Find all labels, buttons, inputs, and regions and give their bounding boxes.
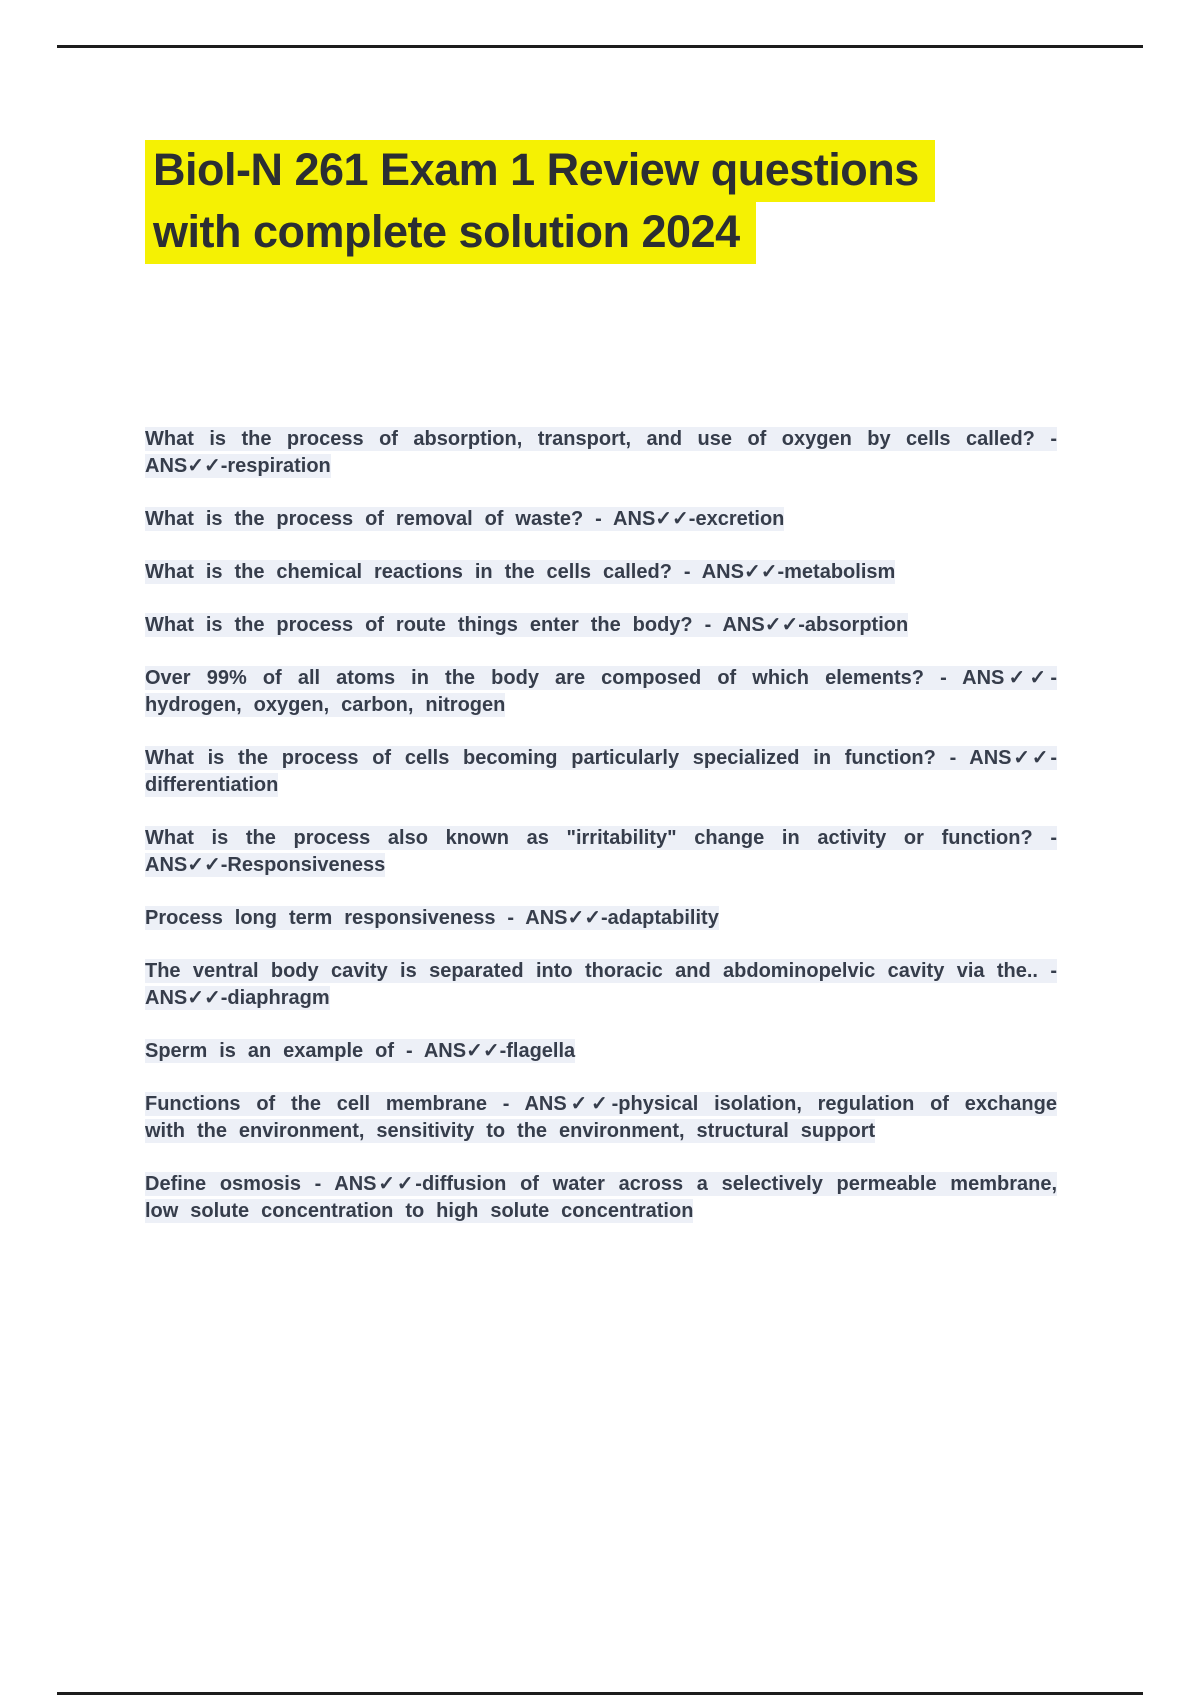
bottom-rule-divider bbox=[57, 1692, 1143, 1695]
page-title bbox=[145, 140, 1057, 264]
page-content bbox=[145, 140, 1057, 1251]
qa-item-text: The ventral body cavity is separated into thoracic and abdominopelvic cavity via the.. - ANS✓✓-diaphragm bbox=[145, 960, 1057, 1009]
qa-item-text: Sperm is an example of - ANS✓✓-flagella bbox=[145, 1040, 576, 1062]
qa-item bbox=[145, 506, 1057, 533]
qa-item-text: What is the process of removal of waste? - ANS✓✓-excretion bbox=[145, 508, 785, 530]
qa-item-text: Functions of the cell membrane - ANS✓✓-physical isolation, regulation of exchange with the environment, sensitivity to the environment, structural support bbox=[145, 1093, 1057, 1142]
qa-item-text: What is the chemical reactions in the cells called? - ANS✓✓-metabolism bbox=[145, 561, 896, 583]
qa-item bbox=[145, 612, 1057, 639]
qa-item bbox=[145, 559, 1057, 586]
page-title-line-1: Biol-N 261 Exam 1 Review questions bbox=[145, 140, 935, 202]
qa-item-text: Over 99% of all atoms in the body are composed of which elements? - ANS✓✓-hydrogen, oxygen, carbon, nitrogen bbox=[145, 667, 1057, 716]
qa-item-text: What is the process of route things enter the body? - ANS✓✓-absorption bbox=[145, 614, 909, 636]
qa-item bbox=[145, 1038, 1057, 1065]
qa-item bbox=[145, 1171, 1057, 1225]
qa-item-text: Define osmosis - ANS✓✓-diffusion of water across a selectively permeable membrane, low solute concentration to high solute concentration bbox=[145, 1173, 1057, 1222]
qa-item bbox=[145, 905, 1057, 932]
qa-list bbox=[145, 426, 1057, 1225]
qa-item bbox=[145, 426, 1057, 480]
qa-item-text: What is the process of cells becoming particularly specialized in function? - ANS✓✓-differentiation bbox=[145, 747, 1057, 796]
qa-item-text: Process long term responsiveness - ANS✓✓-adaptability bbox=[145, 907, 719, 929]
qa-item bbox=[145, 958, 1057, 1012]
qa-item bbox=[145, 1091, 1057, 1145]
qa-item-text: What is the process also known as "irritability" change in activity or function? - ANS✓✓-Responsiveness bbox=[145, 827, 1057, 876]
qa-item-text: What is the process of absorption, transport, and use of oxygen by cells called? - ANS✓✓-respiration bbox=[145, 428, 1057, 477]
top-rule-divider bbox=[57, 45, 1143, 48]
qa-item bbox=[145, 745, 1057, 799]
qa-item bbox=[145, 825, 1057, 879]
page-title-line-2: with complete solution 2024 bbox=[145, 202, 756, 264]
qa-item bbox=[145, 665, 1057, 719]
